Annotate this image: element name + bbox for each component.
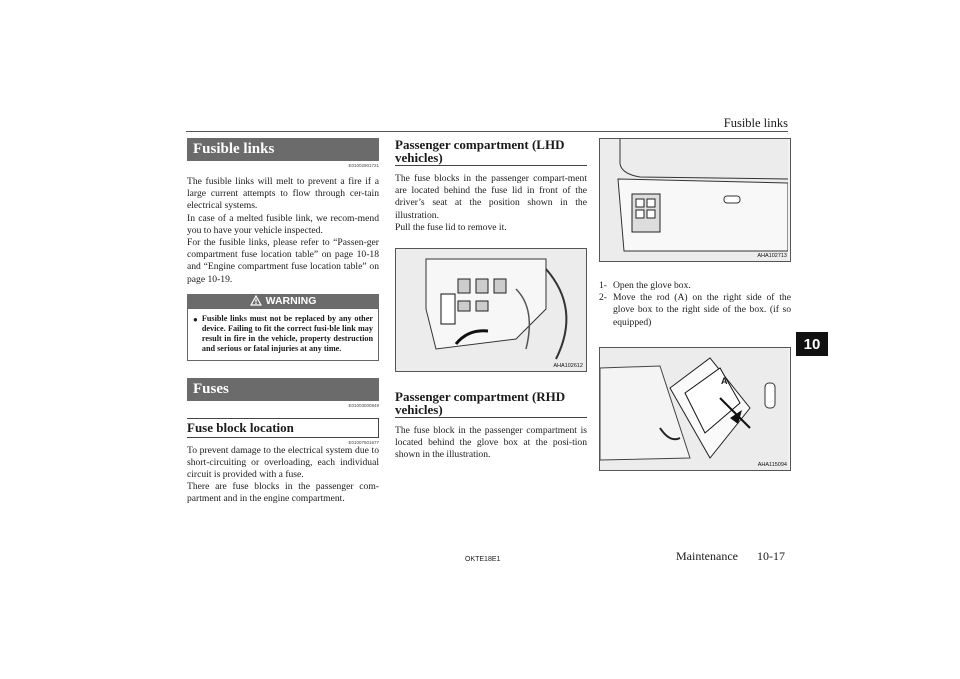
rod-callout-label: A <box>721 375 728 386</box>
lhd-heading: Passenger compartment (LHD vehicles) <box>395 138 587 166</box>
step-number: 2- <box>599 292 607 304</box>
figure-code: AHA115094 <box>757 461 787 468</box>
chapter-tab: 10 <box>796 332 828 356</box>
list-item <box>599 292 791 329</box>
paragraph: There are fuse blocks in the passenger com-partment and in the engine compartment. <box>187 481 379 505</box>
paragraph: The fusible links will melt to prevent a fire if a large current attempts to flow through cer-tain electrical systems. <box>187 176 379 212</box>
glove-box-illustration <box>599 138 791 262</box>
warning-header <box>187 294 379 308</box>
paragraph: The fuse block in the passenger compartment is located behind the glove box at the posi-tion shown in the illustration. <box>395 425 587 461</box>
warning-triangle-icon <box>250 295 262 306</box>
fuses-heading: Fuses <box>187 378 379 401</box>
dashboard-drawing <box>396 249 586 371</box>
lhd-fuse-illustration <box>395 248 587 372</box>
section-code: E01002901721 <box>348 163 379 168</box>
paragraph: For the fusible links, please refer to “Passen-ger compartment fuse location table” on page 10-18 and “Engine compartment fuse location table” on page 10-19. <box>187 237 379 285</box>
paragraph: The fuse blocks in the passenger compart-ment are located behind the fuse lid in front of the driver’s seat at the position shown in the illustration. <box>395 173 587 221</box>
figure-code: AHA102713 <box>757 253 787 259</box>
column-2 <box>395 138 587 462</box>
bullet-icon: ● <box>193 314 198 324</box>
list-item <box>599 280 791 292</box>
warning-text: Fusible links must not be replaced by any other device. Failing to fit the correct fusi-ble link may result in fire in the vehicle, property destruction and serious or fatal injuries at any time. <box>201 313 373 354</box>
running-header: Fusible links <box>723 116 788 130</box>
fuse-block-location-heading: Fuse block location <box>187 418 379 438</box>
section-code: E01007601677 <box>348 439 379 445</box>
fusible-links-heading: Fusible links <box>187 138 379 161</box>
figure-code: AHA102612 <box>553 363 583 370</box>
header-rule <box>186 131 788 132</box>
step-text: Open the glove box. <box>613 280 691 291</box>
step-text: Move the rod (A) on the right side of the glove box to the right side of the box. (if so equipped) <box>613 292 791 328</box>
warning-body <box>187 308 379 361</box>
page-number: 10-17 <box>757 549 785 563</box>
step-number: 1- <box>599 280 607 291</box>
footer-section-name: Maintenance <box>676 549 738 563</box>
column-1 <box>187 138 379 506</box>
section-code: E01003000849 <box>348 402 379 408</box>
column-3 <box>599 138 791 471</box>
glove-box-rod-illustration <box>599 347 791 471</box>
paragraph: To prevent damage to the electrical system due to short-circuiting or overloading, each individual circuit is provided with a fuse. <box>187 444 379 481</box>
glove-box-drawing <box>600 139 788 261</box>
warning-box <box>187 294 379 361</box>
document-code: OKTE18E1 <box>465 556 501 563</box>
warning-label: WARNING <box>265 294 317 307</box>
glove-box-rod-drawing <box>600 348 788 470</box>
paragraph: In case of a melted fusible link, we recom-mend you to have your vehicle inspected. <box>187 212 379 236</box>
rhd-heading: Passenger compartment (RHD vehicles) <box>395 390 587 418</box>
paragraph: Pull the fuse lid to remove it. <box>395 221 507 233</box>
